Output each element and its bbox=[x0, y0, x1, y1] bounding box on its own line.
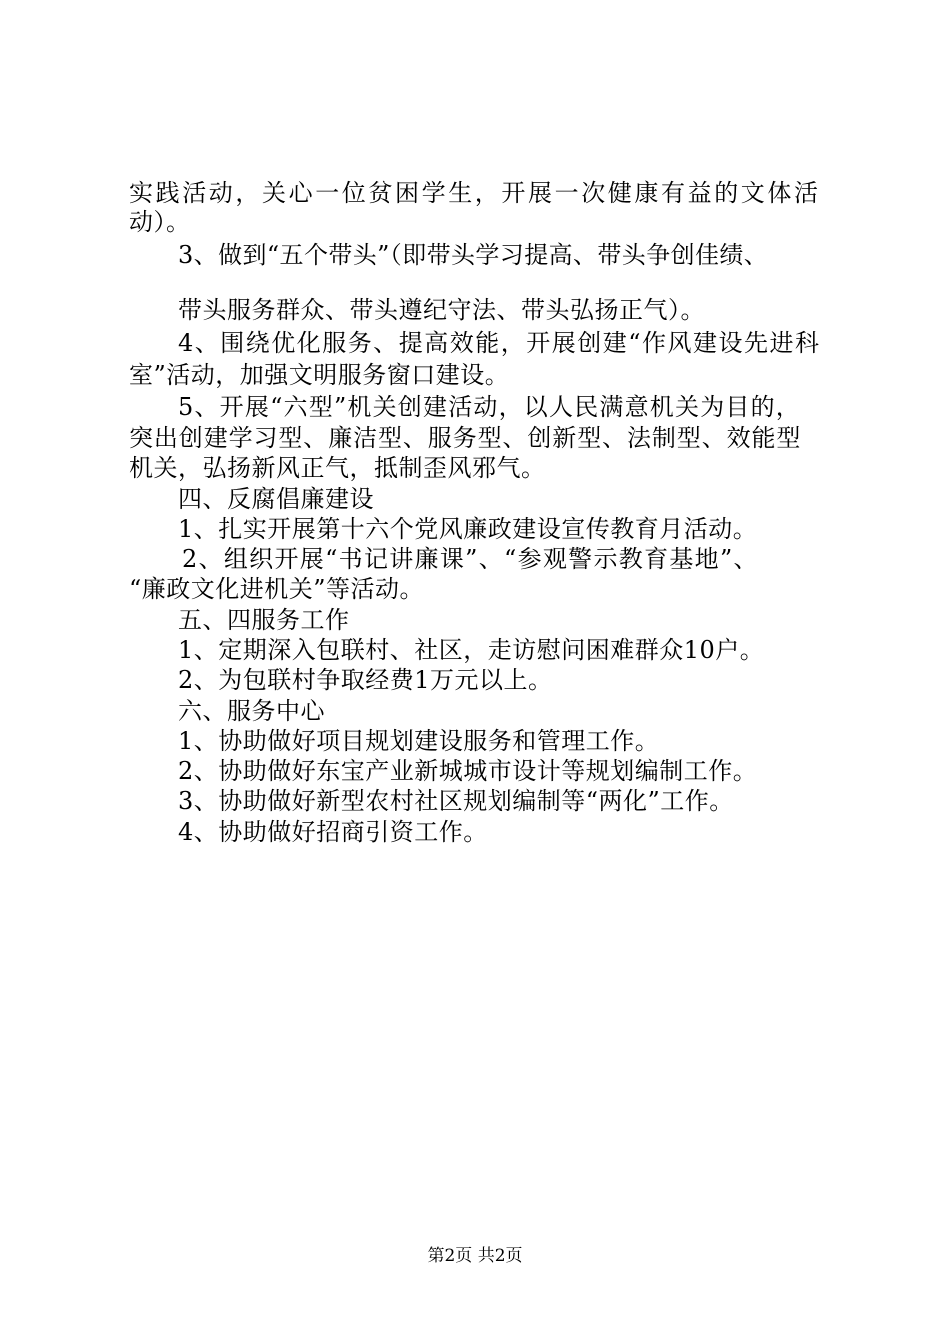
body-line: 1、协助做好项目规划建设服务和管理工作。 bbox=[178, 727, 660, 755]
body-line: 1、扎实开展第十六个党风廉政建设宣传教育月活动。 bbox=[178, 515, 758, 543]
body-line: 带头服务群众、带头遵纪守法、带头弘扬正气）。 bbox=[178, 296, 705, 324]
body-line: 2、为包联村争取经费1万元以上。 bbox=[178, 666, 553, 694]
body-line: 5、开展“六型”机关创建活动，以人民满意机关为目的， bbox=[178, 393, 802, 421]
body-line: 室”活动，加强文明服务窗口建设。 bbox=[129, 361, 510, 389]
body-line: 动）。 bbox=[129, 208, 191, 236]
body-line: 3、协助做好新型农村社区规划编制等“两化”工作。 bbox=[178, 787, 734, 815]
section-heading: 五、四服务工作 bbox=[178, 606, 350, 634]
body-line: 突出创建学习型、廉洁型、服务型、创新型、法制型、效能型 bbox=[129, 424, 802, 452]
body-line: 3、做到“五个带头”（即带头学习提高、带头争创佳绩、 bbox=[178, 241, 769, 269]
body-line: 机关，弘扬新风正气，抵制歪风邪气。 bbox=[129, 454, 546, 482]
section-heading: 六、服务中心 bbox=[178, 697, 325, 725]
section-heading: 四、反腐倡廉建设 bbox=[178, 485, 374, 513]
body-line: 1、定期深入包联村、社区，走访慰问困难群众10户。 bbox=[178, 636, 765, 664]
body-line: 2、协助做好东宝产业新城城市设计等规划编制工作。 bbox=[178, 757, 758, 785]
page-footer: 第2页 共2页 bbox=[427, 1246, 523, 1266]
body-line: 2、组织开展“书记讲廉课”、“参观警示教育基地”、 bbox=[182, 545, 759, 573]
body-line: 4、围绕优化服务、提高效能，开展创建“作风建设先进科 bbox=[178, 329, 821, 357]
body-line: “廉政文化进机关”等活动。 bbox=[129, 575, 425, 603]
body-line: 4、协助做好招商引资工作。 bbox=[178, 818, 488, 846]
body-line: 实践活动，关心一位贫困学生，开展一次健康有益的文体活 bbox=[129, 179, 821, 207]
